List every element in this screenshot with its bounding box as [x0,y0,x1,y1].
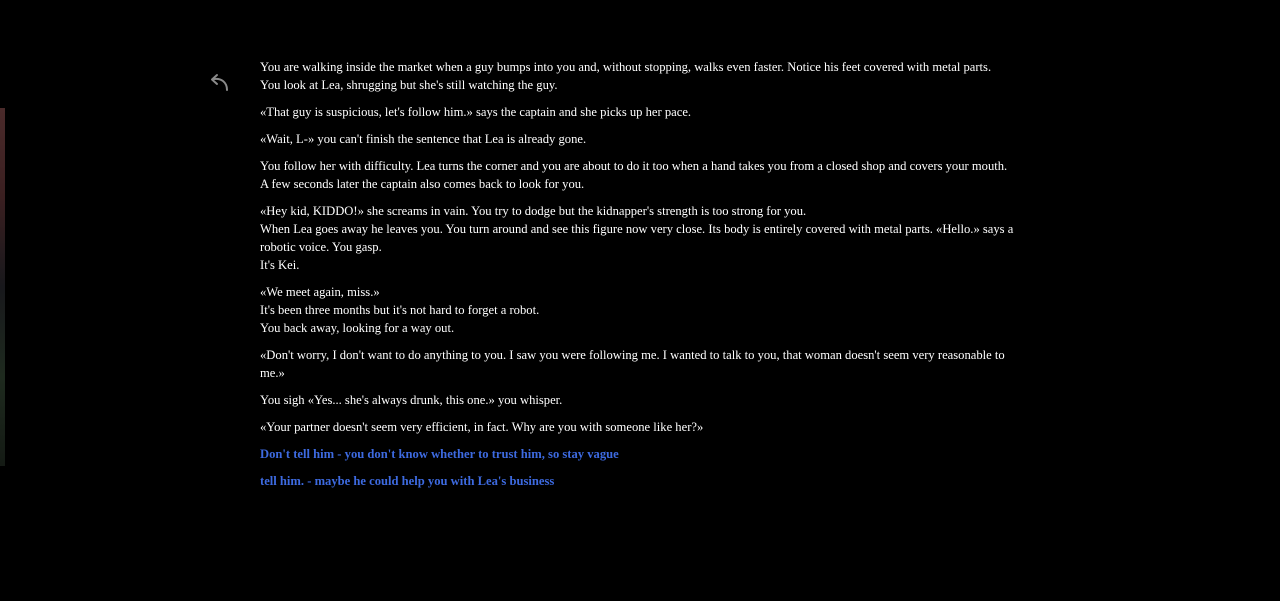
story-line: «Don't worry, I don't want to do anything to you. I saw you were following me. I wanted to talk to you, that woman doesn't seem very reasonable to me.» [260,348,1005,380]
story-line: «Wait, L-» you can't finish the sentence that Lea is already gone. [260,132,587,146]
story-line: «We meet again, miss.» [260,285,380,299]
story-line: You back away, looking for a way out. [260,321,455,335]
story-line: You look at Lea, shrugging but she's still watching the guy. [260,78,558,92]
story-line: You are walking inside the market when a guy bumps into you and, without stopping, walks even faster. Notice his feet covered with metal parts. [260,60,992,74]
story-line: When Lea goes away he leaves you. You turn around and see this figure now very close. Its body is entirely covered with metal parts. «Hello.» says a robotic voice. You gasp. [260,222,1014,254]
story-paragraph [260,103,1030,121]
story-paragraph [260,283,1030,337]
story-text [260,58,1030,499]
story-line: It's Kei. [260,258,300,272]
story-line: You follow her with difficulty. Lea turns the corner and you are about to do it too when a hand takes you from a closed shop and covers your mouth. [260,159,1008,173]
choice-dont-tell-him[interactable]: Don't tell him - you don't know whether to trust him, so stay vague [260,447,619,461]
undo-button[interactable] [204,72,232,96]
story-paragraph [260,418,1030,436]
story-paragraph [260,202,1030,274]
story-paragraph [260,346,1030,382]
story-line: «Your partner doesn't seem very efficient, in fact. Why are you with someone like her?» [260,420,704,434]
choice-tell-him[interactable]: tell him. - maybe he could help you with Lea's business [260,474,555,488]
story-line: You sigh «Yes... she's always drunk, this one.» you whisper. [260,393,563,407]
story-paragraph [260,130,1030,148]
story-line: It's been three months but it's not hard to forget a robot. [260,303,540,317]
story-paragraph [260,157,1030,193]
story-paragraph [260,58,1030,94]
choice-list [260,445,1030,490]
story-line: «That guy is suspicious, let's follow him.» says the captain and she picks up her pace. [260,105,692,119]
story-line: A few seconds later the captain also comes back to look for you. [260,177,585,191]
story-line: «Hey kid, KIDDO!» she screams in vain. You try to dodge but the kidnapper's strength is too strong for you. [260,204,807,218]
background-edge-strip [0,108,5,466]
undo-arrow-icon [204,72,232,96]
story-paragraph [260,391,1030,409]
